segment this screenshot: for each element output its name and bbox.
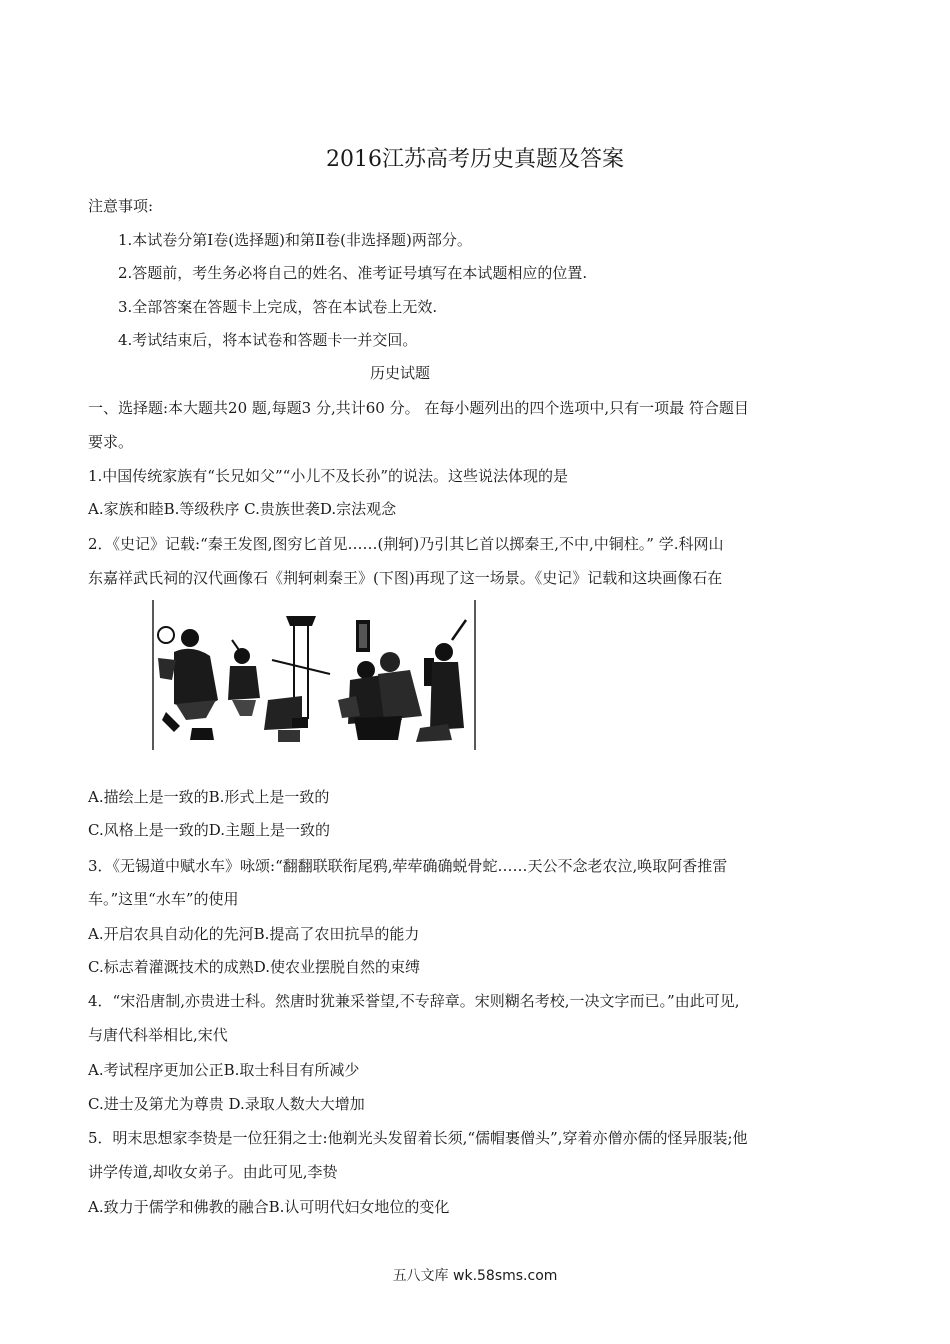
question-options: A.描绘上是一致的B.形式上是一致的 [88,788,330,806]
notice-item: 4.考试结束后，将本试卷和答题卡一并交回。 [118,331,418,349]
stone-relief-illustration [152,600,476,750]
page-title: 2016江苏高考历史真题及答案 [326,147,624,172]
notice-heading: 注意事项: [88,197,154,215]
question-options: A.致力于儒学和佛教的融合B.认可明代妇女地位的变化 [88,1198,450,1216]
question-stem: 讲学传道,却收女弟子。由此可见,李贽 [88,1163,338,1181]
question-options: C.标志着灌溉技术的成熟D.使农业摆脱自然的束缚 [88,958,420,976]
question-stem: 1.中国传统家族有“长兄如父”“小儿不及长孙”的说法。这些说法体现的是 [88,467,568,485]
question-options: A.考试程序更加公正B.取士科目有所减少 [88,1061,360,1079]
question-stem: 5．明末思想家李贽是一位狂狷之士:他剃光头发留着长须,“儒帽裹僧头”,穿着亦僧亦儒的怪异服装;他 [88,1129,748,1147]
question-stem: 车。”这里“水车”的使用 [88,890,239,908]
section-title: 历史试题 [369,364,430,382]
question-stem: 东嘉祥武氏祠的汉代画像石《荆轲刺秦王》(下图)再现了这一场景。《史记》记载和这块画像石在 [88,569,723,587]
question-options: A.家族和睦B.等级秩序 C.贵族世袭D.宗法观念 [88,500,397,518]
notice-item: 2.答题前，考生务必将自己的姓名、准考证号填写在本试题相应的位置. [118,264,588,282]
notice-item: 1.本试卷分第Ⅰ卷(选择题)和第Ⅱ卷(非选择题)两部分。 [118,231,472,249]
question-options: C.风格上是一致的D.主题上是一致的 [88,821,330,839]
question-options: C.进士及第尤为尊贵 D.录取人数大大增加 [88,1095,365,1113]
section-instructions: 要求。 [88,433,134,451]
section-instructions: 一、选择题:本大题共20 题,每题3 分,共计60 分。 在每小题列出的四个选项中,只有一项最 符合题目 [88,399,749,417]
question-stem: 4．“宋沿唐制,亦贵进士科。然唐时犹兼采誉望,不专辞章。宋则糊名考校,一决文字而已。”由此可见, [88,992,740,1010]
question-stem: 与唐代科举相比,宋代 [88,1026,228,1044]
footer-watermark: 五八文库 wk.58sms.com [392,1268,558,1284]
stone-relief-image [152,600,476,750]
question-stem: 2．《史记》记载:“秦王发图,图穷匕首见……(荆轲)乃引其匕首以掷秦王,不中,中铜柱。” 学.科网山 [88,535,724,553]
question-stem: 3．《无锡道中赋水车》咏颂:“翻翻联联衔尾鸦,荦荦确确蜕骨蛇……天公不念老农泣,唤取阿香推雷 [88,857,728,875]
question-options: A.开启农具自动化的先河B.提高了农田抗旱的能力 [88,925,420,943]
notice-item: 3.全部答案在答题卡上完成，答在本试卷上无效. [118,298,438,316]
